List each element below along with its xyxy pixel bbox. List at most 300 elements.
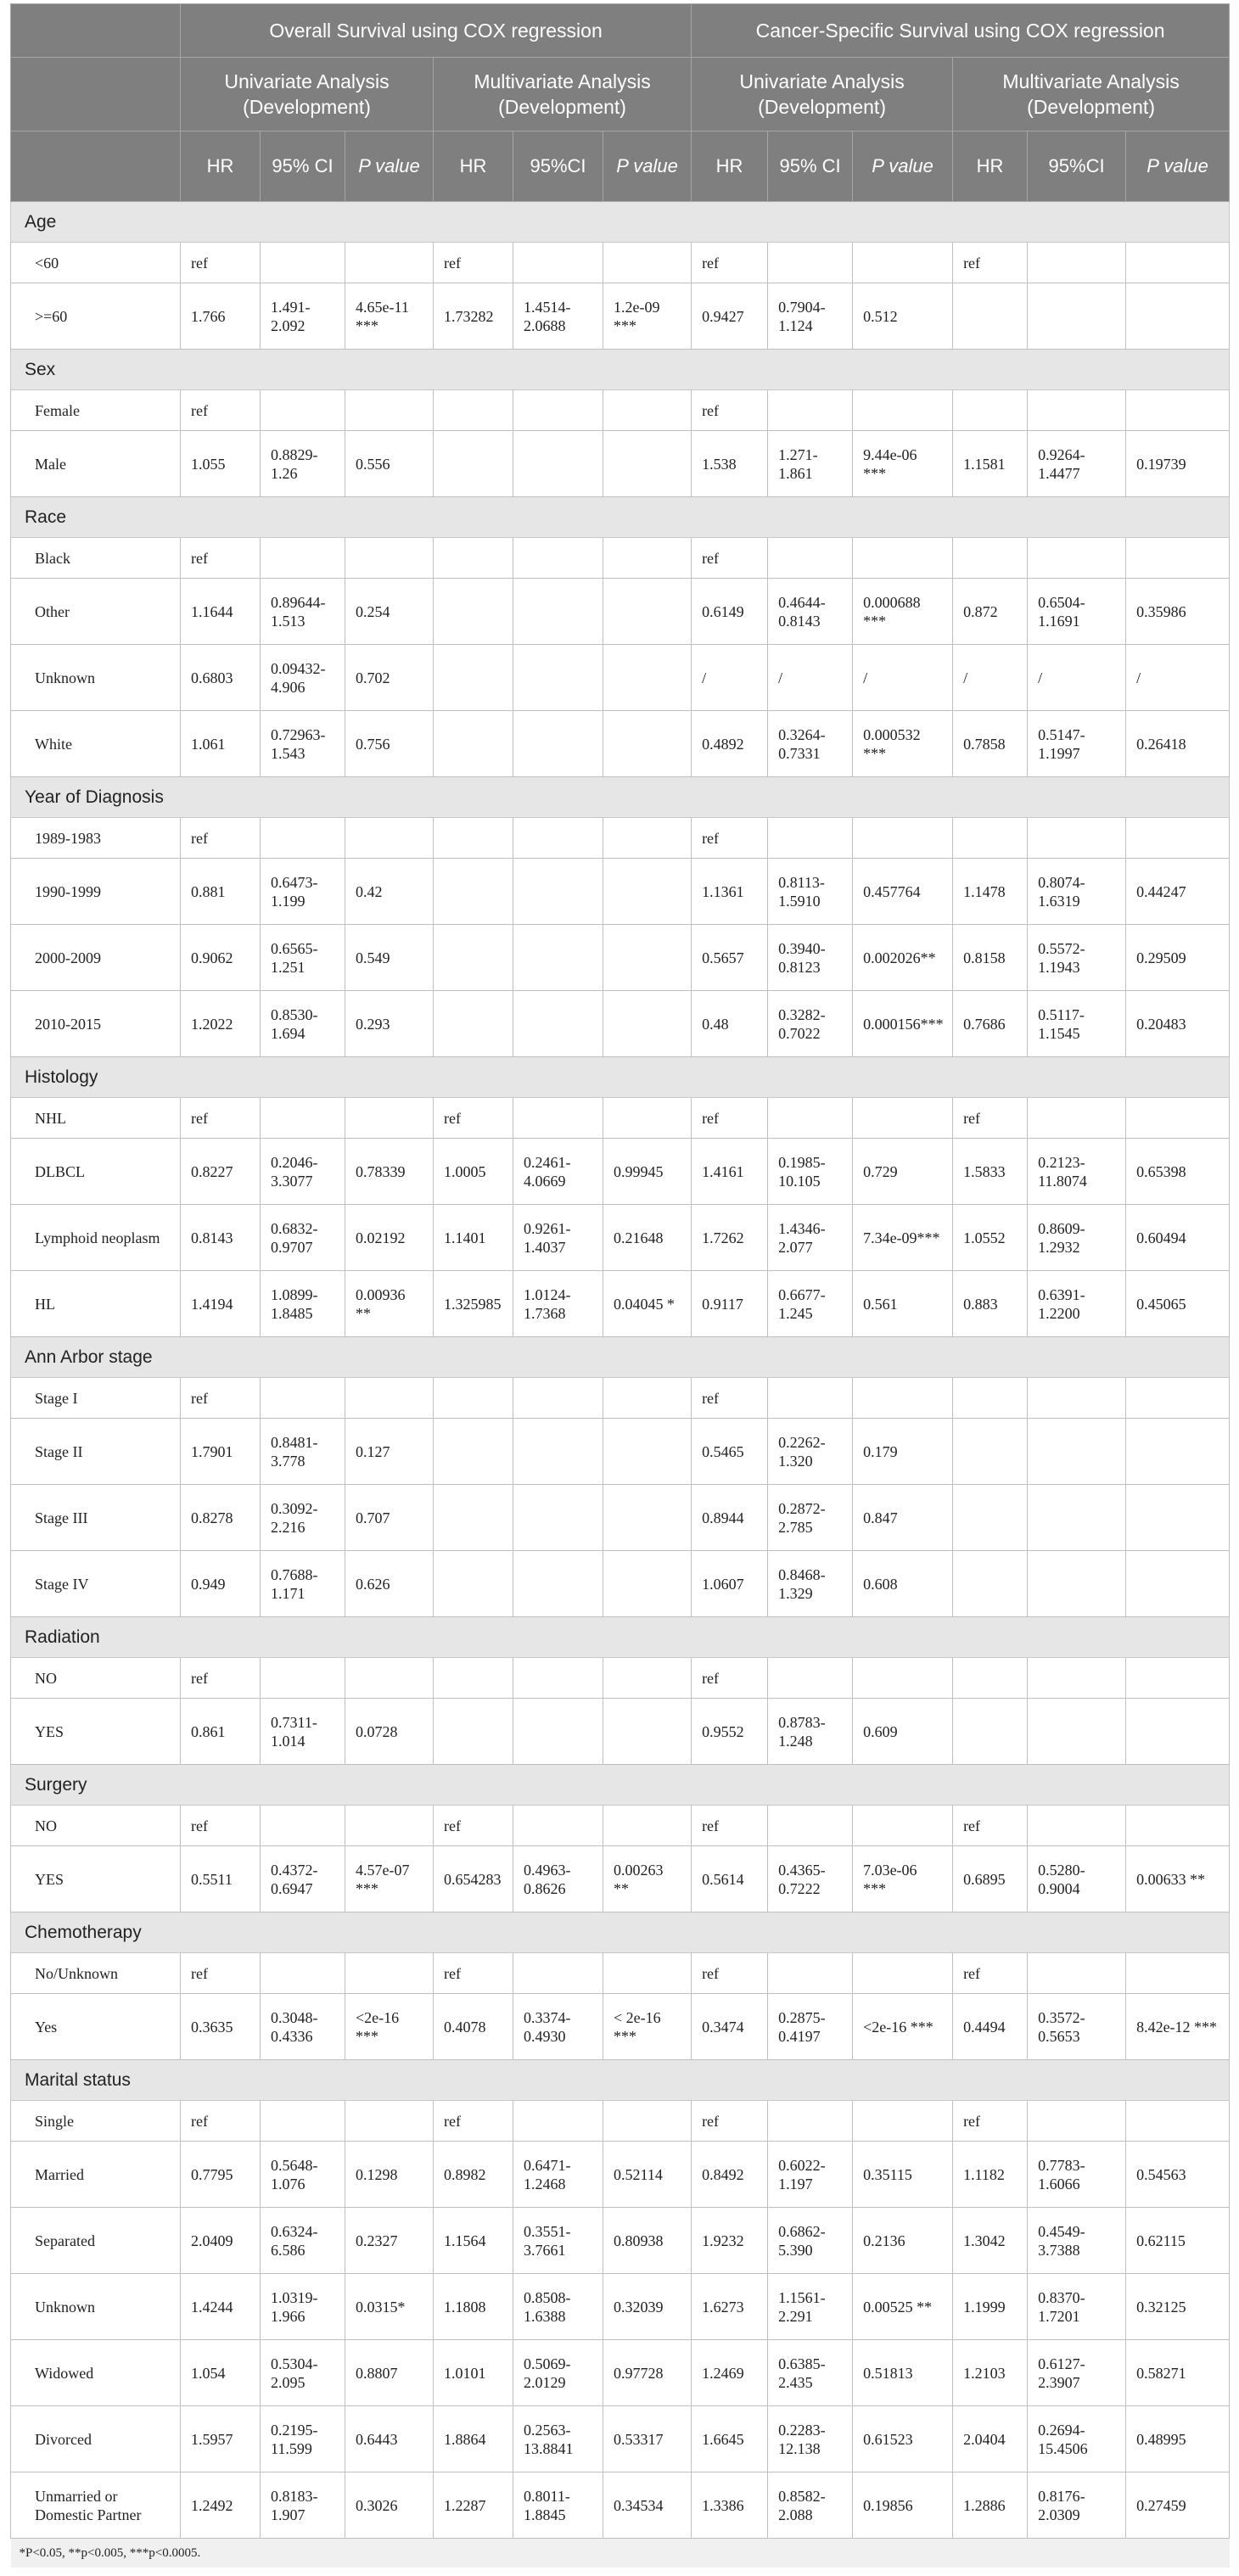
table-row [11, 431, 1230, 497]
table-cell [434, 818, 513, 859]
table-cell: / [768, 645, 853, 711]
table-cell: 0.626 [345, 1551, 434, 1617]
table-cell: 0.6391-1.2200 [1028, 1271, 1126, 1337]
table-cell: / [953, 645, 1028, 711]
table-cell [434, 711, 513, 777]
table-cell: 0.34534 [603, 2472, 692, 2539]
table-cell [768, 1378, 853, 1419]
table-cell: 0.44247 [1126, 859, 1230, 925]
table-cell [768, 1658, 853, 1699]
row-label: NHL [11, 1098, 181, 1139]
col-p-value: P value [345, 132, 434, 202]
table-cell [1028, 1953, 1126, 1994]
table-cell: 0.8183-1.907 [261, 2472, 345, 2539]
table-row [11, 1098, 1230, 1139]
table-cell: 1.1478 [953, 859, 1028, 925]
table-cell [603, 859, 692, 925]
table-cell: 0.02192 [345, 1205, 434, 1271]
cox-regression-table [10, 3, 1230, 2568]
table-cell: ref [181, 1098, 261, 1139]
table-cell: 0.4372-0.6947 [261, 1846, 345, 1912]
table-cell [768, 1098, 853, 1139]
table-cell [513, 1551, 603, 1617]
table-cell: 0.7858 [953, 711, 1028, 777]
table-cell [513, 538, 603, 579]
row-label: Stage II [11, 1419, 181, 1485]
table-cell: 0.556 [345, 431, 434, 497]
table-cell: 0.8278 [181, 1485, 261, 1551]
group-label: Chemotherapy [11, 1912, 1230, 1953]
table-cell [434, 1551, 513, 1617]
row-label: Stage I [11, 1378, 181, 1419]
table-cell: ref [953, 1953, 1028, 1994]
table-cell [953, 283, 1028, 350]
table-cell: 0.3940-0.8123 [768, 925, 853, 991]
table-cell: 0.2872-2.785 [768, 1485, 853, 1551]
table-cell: / [692, 645, 768, 711]
table-cell: 2.0404 [953, 2406, 1028, 2472]
table-cell: 0.5648-1.076 [261, 2142, 345, 2208]
table-cell [603, 1551, 692, 1617]
table-cell: 0.3092-2.216 [261, 1485, 345, 1551]
table-cell: 0.5657 [692, 925, 768, 991]
table-cell: 1.061 [181, 711, 261, 777]
header-corner-3 [11, 132, 181, 202]
table-cell [434, 1419, 513, 1485]
row-label: No/Unknown [11, 1953, 181, 1994]
row-label: Unmarried or Domestic Partner [11, 2472, 181, 2539]
table-body [11, 202, 1230, 2539]
col-p-value: P value [1126, 132, 1230, 202]
table-row [11, 2472, 1230, 2539]
table-cell: 1.0319-1.966 [261, 2274, 345, 2340]
table-row [11, 711, 1230, 777]
table-cell: 2.0409 [181, 2208, 261, 2274]
group-row [11, 1057, 1230, 1098]
col-p-value: P value [603, 132, 692, 202]
table-cell: / [1126, 645, 1230, 711]
table-row [11, 1658, 1230, 1699]
table-cell: 1.1808 [434, 2274, 513, 2340]
table-cell: 1.0005 [434, 1139, 513, 1205]
table-cell: ref [953, 243, 1028, 283]
table-cell: 0.19739 [1126, 431, 1230, 497]
table-cell: 0.8582-2.088 [768, 2472, 853, 2539]
table-row [11, 645, 1230, 711]
table-cell: 0.7783-1.6066 [1028, 2142, 1126, 2208]
table-cell: 0.48 [692, 991, 768, 1057]
table-cell [1028, 1485, 1126, 1551]
table-cell: ref [181, 2101, 261, 2142]
table-cell: 0.8468-1.329 [768, 1551, 853, 1617]
group-label: Sex [11, 350, 1230, 390]
table-row [11, 1953, 1230, 1994]
table-cell: 0.48995 [1126, 2406, 1230, 2472]
table-cell: 0.26418 [1126, 711, 1230, 777]
table-cell: 0.872 [953, 579, 1028, 645]
table-cell: 1.3042 [953, 2208, 1028, 2274]
table-cell: 0.3551-3.7661 [513, 2208, 603, 2274]
table-cell: 0.8492 [692, 2142, 768, 2208]
table-cell: 0.4892 [692, 711, 768, 777]
table-cell: 0.32039 [603, 2274, 692, 2340]
table-cell: ref [181, 1806, 261, 1846]
table-cell [345, 390, 434, 431]
group-label: Marital status [11, 2060, 1230, 2101]
table-cell: 1.0124-1.7368 [513, 1271, 603, 1337]
table-cell: 1.271-1.861 [768, 431, 853, 497]
table-cell: ref [692, 390, 768, 431]
table-cell: 0.61523 [853, 2406, 953, 2472]
table-cell: 0.9552 [692, 1699, 768, 1765]
table-cell: 0.512 [853, 283, 953, 350]
table-cell: 0.609 [853, 1699, 953, 1765]
table-header [11, 4, 1230, 202]
table-cell [345, 1098, 434, 1139]
table-cell [513, 390, 603, 431]
table-cell: 0.000532 *** [853, 711, 953, 777]
table-cell: 0.32125 [1126, 2274, 1230, 2340]
table-cell: 0.6677-1.245 [768, 1271, 853, 1337]
table-cell: 1.1644 [181, 579, 261, 645]
table-row [11, 2142, 1230, 2208]
table-cell [953, 1485, 1028, 1551]
table-row [11, 283, 1230, 350]
col-ci: 95%CI [1028, 132, 1126, 202]
table-cell [603, 1953, 692, 1994]
table-cell [1028, 1551, 1126, 1617]
table-cell [261, 1953, 345, 1994]
table-cell [603, 645, 692, 711]
table-cell: 1.2492 [181, 2472, 261, 2539]
table-cell: 0.2327 [345, 2208, 434, 2274]
table-cell: 0.9264-1.4477 [1028, 431, 1126, 497]
table-cell: 0.8982 [434, 2142, 513, 2208]
table-cell [853, 243, 953, 283]
table-cell: 0.457764 [853, 859, 953, 925]
table-cell: 0.5465 [692, 1419, 768, 1485]
table-cell [853, 1953, 953, 1994]
table-cell: 0.00936 ** [345, 1271, 434, 1337]
table-cell: ref [692, 538, 768, 579]
table-cell: 0.002026** [853, 925, 953, 991]
row-label: NO [11, 1658, 181, 1699]
table-cell: 0.7904-1.124 [768, 283, 853, 350]
table-row [11, 1994, 1230, 2060]
table-cell: 0.0315* [345, 2274, 434, 2340]
table-cell: 0.9261-1.4037 [513, 1205, 603, 1271]
table-cell: 0.21648 [603, 1205, 692, 1271]
css-univariate-header: Univariate Analysis (Development) [692, 58, 953, 132]
row-label: Separated [11, 2208, 181, 2274]
table-cell: 0.4494 [953, 1994, 1028, 2060]
table-cell: 0.8176-2.0309 [1028, 2472, 1126, 2539]
table-cell: 0.702 [345, 645, 434, 711]
table-cell [513, 431, 603, 497]
table-cell: 0.3374-0.4930 [513, 1994, 603, 2060]
table-cell: 0.99945 [603, 1139, 692, 1205]
row-label: Married [11, 2142, 181, 2208]
table-cell: ref [181, 390, 261, 431]
table-cell [434, 645, 513, 711]
table-cell: 1.6273 [692, 2274, 768, 2340]
group-label: Histology [11, 1057, 1230, 1098]
table-cell [513, 818, 603, 859]
table-cell: ref [692, 1378, 768, 1419]
table-cell: ref [953, 1098, 1028, 1139]
table-cell: 0.707 [345, 1485, 434, 1551]
table-cell [261, 390, 345, 431]
table-cell: 1.7262 [692, 1205, 768, 1271]
table-cell [513, 1378, 603, 1419]
table-cell [953, 1699, 1028, 1765]
table-cell [513, 925, 603, 991]
table-cell [853, 818, 953, 859]
table-cell: 0.8508-1.6388 [513, 2274, 603, 2340]
row-label: YES [11, 1846, 181, 1912]
table-cell [603, 2101, 692, 2142]
table-cell [953, 1419, 1028, 1485]
table-cell: 0.6443 [345, 2406, 434, 2472]
table-cell [1126, 243, 1230, 283]
table-cell: 0.6324-6.586 [261, 2208, 345, 2274]
table-cell: 1.4244 [181, 2274, 261, 2340]
group-row [11, 1912, 1230, 1953]
table-cell [513, 1699, 603, 1765]
col-ci: 95%CI [513, 132, 603, 202]
table-cell: 0.7311-1.014 [261, 1699, 345, 1765]
table-cell: 0.58271 [1126, 2340, 1230, 2406]
row-label: >=60 [11, 283, 181, 350]
table-cell: 0.6803 [181, 645, 261, 711]
table-cell [768, 818, 853, 859]
row-label: <60 [11, 243, 181, 283]
row-label: 2010-2015 [11, 991, 181, 1057]
table-cell: 1.2e-09 *** [603, 283, 692, 350]
table-cell: ref [953, 1806, 1028, 1846]
table-cell: ref [434, 1806, 513, 1846]
table-cell [1126, 1419, 1230, 1485]
col-hr: HR [434, 132, 513, 202]
table-cell: 0.53317 [603, 2406, 692, 2472]
table-cell [953, 390, 1028, 431]
table-cell [1126, 1806, 1230, 1846]
table-cell: 0.608 [853, 1551, 953, 1617]
table-cell: 0.5280-0.9004 [1028, 1846, 1126, 1912]
table-cell: 1.6645 [692, 2406, 768, 2472]
table-cell [345, 1658, 434, 1699]
table-cell: 0.293 [345, 991, 434, 1057]
table-cell: 0.5147-1.1997 [1028, 711, 1126, 777]
table-cell: 0.72963-1.543 [261, 711, 345, 777]
row-label: Lymphoid neoplasm [11, 1205, 181, 1271]
table-cell: 1.0552 [953, 1205, 1028, 1271]
table-cell [1028, 818, 1126, 859]
table-row [11, 1846, 1230, 1912]
table-cell: 0.8227 [181, 1139, 261, 1205]
table-cell: ref [181, 1953, 261, 1994]
table-cell: 0.4549-3.7388 [1028, 2208, 1126, 2274]
table-cell [434, 991, 513, 1057]
css-multivariate-header: Multivariate Analysis (Development) [953, 58, 1230, 132]
table-cell [1028, 283, 1126, 350]
row-label: Divorced [11, 2406, 181, 2472]
table-cell [603, 1419, 692, 1485]
table-cell: 0.6473-1.199 [261, 859, 345, 925]
table-cell [513, 1419, 603, 1485]
table-cell: 0.19856 [853, 2472, 953, 2539]
table-cell [603, 1658, 692, 1699]
table-cell: 8.42e-12 *** [1126, 1994, 1230, 2060]
table-cell: 0.847 [853, 1485, 953, 1551]
table-cell: 0.6895 [953, 1846, 1028, 1912]
table-cell: 1.2287 [434, 2472, 513, 2539]
table-cell: 0.2283-12.138 [768, 2406, 853, 2472]
table-cell: 0.2262-1.320 [768, 1419, 853, 1485]
table-cell: 1.4514-2.0688 [513, 283, 603, 350]
table-cell [1028, 1098, 1126, 1139]
table-cell: 0.7686 [953, 991, 1028, 1057]
table-cell: 4.57e-07 *** [345, 1846, 434, 1912]
table-cell [261, 818, 345, 859]
table-cell [1028, 1378, 1126, 1419]
table-cell: 0.1298 [345, 2142, 434, 2208]
table-cell: 0.756 [345, 711, 434, 777]
table-cell [1028, 1699, 1126, 1765]
table-cell: 1.1561-2.291 [768, 2274, 853, 2340]
table-cell: 1.325985 [434, 1271, 513, 1337]
table-cell: 0.3264-0.7331 [768, 711, 853, 777]
table-cell: 0.8829-1.26 [261, 431, 345, 497]
table-cell [768, 390, 853, 431]
table-cell: 1.0607 [692, 1551, 768, 1617]
table-cell: 0.35115 [853, 2142, 953, 2208]
table-cell: 1.7901 [181, 1419, 261, 1485]
table-cell [513, 859, 603, 925]
table-cell [1126, 390, 1230, 431]
row-label: Black [11, 538, 181, 579]
table-cell [513, 991, 603, 1057]
group-label: Radiation [11, 1617, 1230, 1658]
table-cell: 0.6471-1.2468 [513, 2142, 603, 2208]
table-cell: 0.6149 [692, 579, 768, 645]
table-cell: 0.89644-1.513 [261, 579, 345, 645]
table-cell: 1.4194 [181, 1271, 261, 1337]
table-row [11, 818, 1230, 859]
table-cell: ref [692, 1953, 768, 1994]
table-cell [345, 1378, 434, 1419]
table-cell: 9.44e-06 *** [853, 431, 953, 497]
table-cell: 1.2886 [953, 2472, 1028, 2539]
table-cell [1028, 243, 1126, 283]
table-cell [1028, 1658, 1126, 1699]
table-cell: 0.20483 [1126, 991, 1230, 1057]
table-cell [953, 1658, 1028, 1699]
table-cell: 0.00633 ** [1126, 1846, 1230, 1912]
table-cell [434, 1378, 513, 1419]
table-cell: 0.654283 [434, 1846, 513, 1912]
table-cell [345, 538, 434, 579]
table-row [11, 1806, 1230, 1846]
group-label: Year of Diagnosis [11, 777, 1230, 818]
table-cell: 0.4365-0.7222 [768, 1846, 853, 1912]
row-label: Widowed [11, 2340, 181, 2406]
table-cell [434, 431, 513, 497]
row-label: 1989-1983 [11, 818, 181, 859]
table-cell: 1.1401 [434, 1205, 513, 1271]
group-row [11, 350, 1230, 390]
table-cell [768, 2101, 853, 2142]
table-cell: ref [692, 1658, 768, 1699]
table-cell: ref [181, 818, 261, 859]
col-ci: 95% CI [261, 132, 345, 202]
table-cell: 0.0728 [345, 1699, 434, 1765]
table-cell [1126, 2101, 1230, 2142]
table-cell [1126, 1699, 1230, 1765]
table-cell: / [853, 645, 953, 711]
table-cell: 0.04045 * [603, 1271, 692, 1337]
table-cell: 0.3026 [345, 2472, 434, 2539]
table-cell: ref [181, 538, 261, 579]
table-cell: 0.8944 [692, 1485, 768, 1551]
table-cell: 0.6022-1.197 [768, 2142, 853, 2208]
table-cell: ref [692, 1806, 768, 1846]
table-cell: 0.27459 [1126, 2472, 1230, 2539]
table-cell: 0.127 [345, 1419, 434, 1485]
table-cell: 0.3572-0.5653 [1028, 1994, 1126, 2060]
row-label: DLBCL [11, 1139, 181, 1205]
table-cell: 1.4346-2.077 [768, 1205, 853, 1271]
table-cell: 0.2461-4.0669 [513, 1139, 603, 1205]
table-cell [513, 243, 603, 283]
group-row [11, 1337, 1230, 1378]
group-row [11, 497, 1230, 538]
table-cell [953, 818, 1028, 859]
table-cell [434, 1485, 513, 1551]
table-cell: 0.8370-1.7201 [1028, 2274, 1126, 2340]
table-cell [345, 2101, 434, 2142]
table-cell [603, 1098, 692, 1139]
table-cell [1126, 1378, 1230, 1419]
cox-regression-table-container [10, 3, 1229, 2568]
table-cell: 0.179 [853, 1419, 953, 1485]
table-cell: 1.5957 [181, 2406, 261, 2472]
table-cell: 0.5572-1.1943 [1028, 925, 1126, 991]
col-ci: 95% CI [768, 132, 853, 202]
table-cell: 0.949 [181, 1551, 261, 1617]
table-cell: 0.5511 [181, 1846, 261, 1912]
table-cell: 0.1985-10.105 [768, 1139, 853, 1205]
table-cell [1126, 283, 1230, 350]
table-cell: 0.8074-1.6319 [1028, 859, 1126, 925]
table-cell: ref [434, 1953, 513, 1994]
table-row [11, 1139, 1230, 1205]
table-cell [345, 818, 434, 859]
table-cell: ref [181, 1658, 261, 1699]
row-label: White [11, 711, 181, 777]
table-cell: 1.5833 [953, 1139, 1028, 1205]
table-cell: 0.8113-1.5910 [768, 859, 853, 925]
table-cell [513, 2101, 603, 2142]
table-cell: 0.8011-1.8845 [513, 2472, 603, 2539]
table-cell [1028, 1419, 1126, 1485]
table-cell [853, 1098, 953, 1139]
table-cell: 0.3635 [181, 1994, 261, 2060]
table-cell [434, 390, 513, 431]
table-cell [603, 1699, 692, 1765]
table-cell: 0.6862-5.390 [768, 2208, 853, 2274]
table-cell: 1.1581 [953, 431, 1028, 497]
